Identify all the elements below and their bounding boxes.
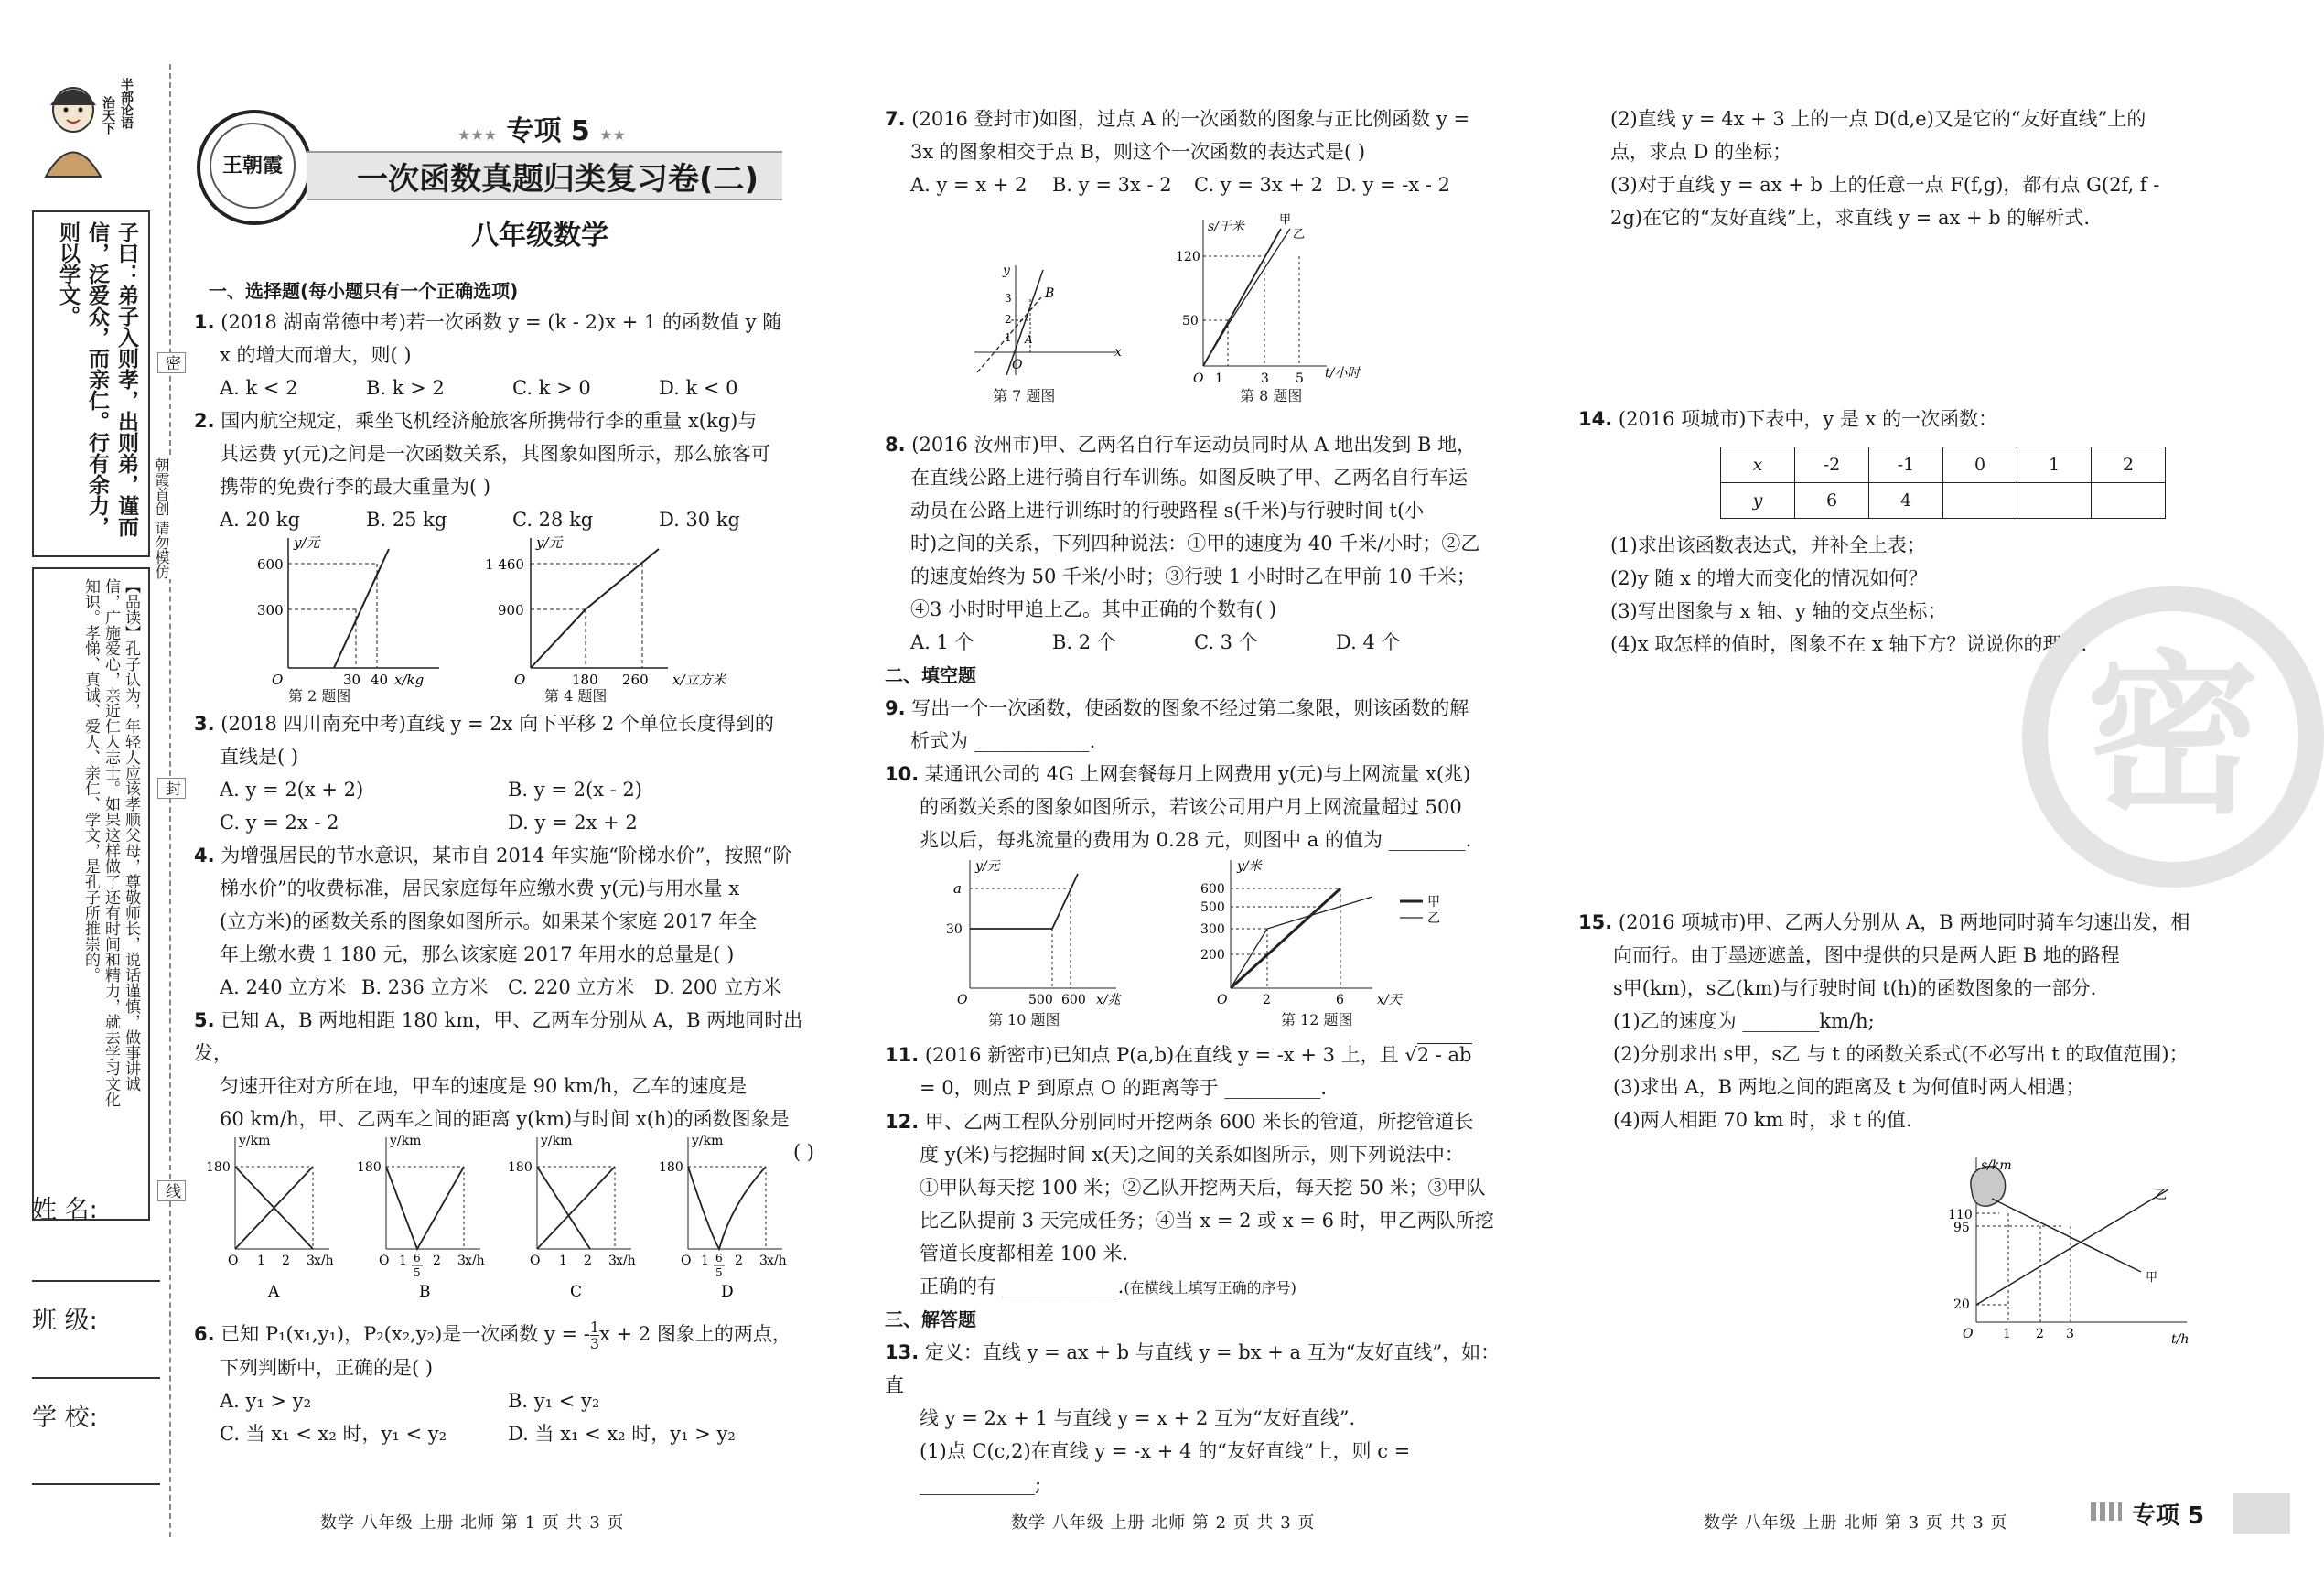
question-4 — [194, 839, 825, 1004]
tick-label: 20 — [1953, 1297, 1970, 1312]
question-text: 已知 A，B 两地相距 180 km，甲、乙两车分别从 A，B 两地同时出发， — [194, 1009, 803, 1064]
question-text: 的速度始终为 50 千米/小时；③行驶 1 小时时乙在甲前 10 千米； — [910, 565, 1476, 587]
question-text: 甲、乙两工程队分别同时开挖两条 600 米长的管道，所挖管道长 — [924, 1111, 1474, 1133]
question-text: 3x 的图象相交于点 B，则这个一次函数的表达式是( ) — [910, 141, 1366, 163]
tick-label: 180 — [508, 1160, 533, 1175]
option-a[interactable]: A. y = 2(x + 2) — [220, 779, 364, 801]
tick-label: 300 — [257, 602, 284, 619]
axis-label: x/h — [314, 1254, 334, 1268]
figure-4 — [485, 531, 741, 686]
axis-label: x/h — [465, 1254, 485, 1268]
tick-label: 200 — [1200, 948, 1225, 963]
series-label: 乙 — [1293, 228, 1306, 242]
option-d[interactable]: D. k < 0 — [659, 377, 738, 399]
tick-label: 110 — [1948, 1208, 1973, 1222]
question-text: 的函数关系的图象如图所示，若该公司用户月上网流量超过 500 — [920, 796, 1462, 818]
figure-12 — [1189, 856, 1464, 1006]
question-text: ( ) — [792, 1141, 814, 1163]
hint-text: (在横线上填写正确的序号) — [1124, 1279, 1296, 1297]
table-cell: -2 — [1795, 447, 1869, 483]
axis-label: y/元 — [975, 859, 1000, 874]
tick-label: 1 — [257, 1254, 265, 1268]
tick-label: 5 — [414, 1266, 421, 1279]
question-11 — [885, 1039, 1516, 1104]
option-a[interactable]: A. 1 个 — [910, 631, 974, 653]
axis-label: s/km — [1981, 1158, 2012, 1173]
class-field[interactable] — [32, 1336, 160, 1379]
question-text: x + 2 图象上的两点， — [599, 1323, 791, 1345]
watermark-text: 密 — [2085, 635, 2260, 837]
tick-label: 6 — [715, 1252, 723, 1265]
axis-label: y/米 — [1237, 859, 1262, 874]
option-b[interactable]: B. 236 立方米 — [361, 976, 489, 998]
axis-label: y/km — [692, 1134, 724, 1148]
table-row — [1721, 483, 2166, 519]
tick-label: 2 — [1263, 993, 1271, 1007]
question-6 — [194, 1318, 825, 1450]
table-cell: 2 — [2092, 447, 2166, 483]
tick-label: 3 — [1261, 371, 1269, 386]
tick-label: 500 — [1200, 900, 1225, 915]
tick-label: 2 — [282, 1254, 290, 1268]
name-label: 姓 名: — [32, 1196, 98, 1224]
point-label: A — [1025, 333, 1033, 346]
series-label: 乙 — [2155, 1189, 2168, 1202]
figure-10 — [933, 856, 1162, 1006]
question-10 — [885, 758, 1516, 856]
student-info — [32, 1189, 160, 1485]
axis-label: y/元 — [294, 534, 320, 551]
question-number: 6. — [194, 1323, 215, 1345]
option-b[interactable]: B. 2 个 — [1052, 631, 1116, 653]
logo-inner — [210, 123, 296, 209]
origin-label: O — [1193, 371, 1204, 386]
axis-label: x/兆 — [1096, 993, 1121, 1007]
series-label: 甲 — [1279, 213, 1292, 227]
question-text: 写出一个一次函数，使函数的图象不经过第二象限，则该函数的解 — [911, 697, 1469, 719]
question-number: 5. — [194, 1009, 215, 1031]
figure-4-caption: 第 4 题图 — [544, 687, 608, 705]
legend-label: 乙 — [1427, 911, 1440, 926]
question-text: (4)两人相距 70 km 时，求 t 的值. — [1613, 1109, 1912, 1131]
graph-d[interactable] — [659, 1134, 787, 1301]
tick-label: 1 — [701, 1254, 709, 1268]
graph-c[interactable] — [508, 1134, 636, 1301]
tick-label: 5 — [1296, 371, 1304, 386]
figure-8 — [1162, 210, 1382, 384]
question-text: (2016 项城市)下表中，y 是 x 的一次函数： — [1618, 408, 1998, 430]
option-b[interactable]: B. k > 2 — [366, 377, 445, 399]
option-label: B — [419, 1283, 431, 1301]
option-d[interactable]: D. 200 立方米 — [654, 976, 782, 998]
tick-label: 1 460 — [485, 556, 524, 573]
binding-line — [169, 64, 171, 1537]
tick-label: 1 — [1005, 331, 1012, 344]
motto-2 — [101, 96, 115, 135]
table-cell: 0 — [1943, 447, 2017, 483]
origin-label: O — [1012, 358, 1023, 372]
motto-text: 半 — [119, 78, 134, 91]
footer-page-1: 数学 八年级 上册 北师 第 1 页 共 3 页 — [320, 1513, 625, 1533]
question-number: 2. — [194, 410, 215, 432]
option-c[interactable]: C. k > 0 — [512, 377, 591, 399]
logo-text: 王朝霞 — [221, 154, 283, 178]
tick-label: 1 — [2003, 1327, 2011, 1341]
axis-label: s/千米 — [1208, 220, 1244, 234]
name-field[interactable] — [32, 1225, 160, 1282]
answer-blank[interactable]: (1)乙的速度为 ________km/h; — [1613, 1010, 1875, 1032]
table-cell: y — [1721, 483, 1795, 519]
option-c[interactable]: C. 当 x₁ < x₂ 时，y₁ < y₂ — [220, 1423, 447, 1445]
question-1 — [194, 306, 816, 404]
question-text: (4)x 取怎样的值时，图象不在 x 轴下方？说说你的理由. — [1610, 633, 2088, 655]
section-choice: 一、选择题(每小题只有一个正确选项) — [209, 280, 519, 302]
origin-label: O — [1963, 1327, 1974, 1341]
question-text: (3)求出 A，B 两地之间的距离及 t 为何值时两人相遇； — [1613, 1076, 2085, 1098]
question-text: 已知 P₁(x₁,y₁)，P₂(x₂,y₂)是一次函数 y = - — [221, 1323, 590, 1345]
tick-label: 6 — [1336, 993, 1344, 1007]
pindu-text: 【品读】孔子认为，年轻人应该孝顺父母，尊敬师长，说话谨慎，做事讲诚信，广施爱心，亲近仁人志士。如果这样做了还有时间和精力，就去学习文化知识。孝悌、真诚、爱人、亲仁、学文，是孔子所推崇的。 — [81, 578, 140, 1107]
option-c[interactable]: C. y = 3x + 2 — [1194, 174, 1323, 196]
question-9 — [885, 692, 1516, 758]
origin-label: O — [228, 1254, 239, 1268]
question-text: (2)直线 y = 4x + 3 上的一点 D(d,e)又是它的“友好直线”上的 — [1610, 108, 2146, 130]
axis-label: y — [1003, 264, 1010, 278]
tick-label: 2 — [1005, 313, 1012, 326]
question-text: (立方米)的函数关系的图象如图所示。如果某个家庭 2017 年全 — [220, 910, 758, 932]
tick-label: 50 — [1182, 314, 1199, 328]
origin-label: O — [514, 672, 526, 688]
series-label: 甲 — [2146, 1271, 2158, 1285]
star-icon: ★★★ — [457, 126, 498, 144]
tick-label: 30 — [946, 922, 963, 937]
axis-label: x/h — [767, 1254, 787, 1268]
question-3 — [194, 707, 825, 839]
option-d[interactable]: D. 当 x₁ < x₂ 时，y₁ > y₂ — [508, 1423, 736, 1445]
tick-label: 1 — [1215, 371, 1223, 386]
tick-label: 600 — [1200, 882, 1225, 897]
figure-5 — [206, 1130, 819, 1301]
question-number: 14. — [1578, 408, 1613, 430]
option-a[interactable]: A. y₁ > y₂ — [220, 1390, 312, 1412]
axis-label: t/h — [2171, 1332, 2190, 1347]
tick-label: 600 — [257, 556, 284, 573]
question-text: 下列判断中，正确的是( ) — [220, 1357, 434, 1379]
question-text: s甲(km)，s乙(km)与行驶时间 t(h)的函数图象的一部分. — [1613, 977, 2097, 999]
tick-label: 180 — [357, 1160, 382, 1175]
question-text: 度 y(米)与挖掘时间 x(天)之间的关系如图所示，则下列说法中： — [920, 1144, 1464, 1166]
question-15 — [1578, 906, 2255, 1136]
question-text: 定义：直线 y = ax + b 与直线 y = bx + a 互为“友好直线”，如：直 — [885, 1341, 1501, 1396]
option-label: A — [268, 1283, 280, 1301]
question-text: (2016 登封市)如图，过点 A 的一次函数的图象与正比例函数 y = — [911, 108, 1470, 130]
school-field[interactable] — [32, 1433, 160, 1485]
question-text: 比乙队提前 3 天完成任务；④当 x = 2 或 x = 6 时，甲乙两队所挖 — [920, 1210, 1494, 1232]
page-subtitle: 八年级数学 — [471, 220, 608, 252]
tick-label: 30 — [343, 672, 361, 688]
tick-label: 260 — [622, 672, 649, 688]
figure-7 — [970, 261, 1125, 380]
table-cell: 6 — [1795, 483, 1869, 519]
motto — [119, 78, 134, 129]
figure-15 — [1935, 1153, 2200, 1345]
answer-blank[interactable]: 兆以后，每兆流量的费用为 0.28 元，则图中 a 的值为 ________. — [920, 829, 1472, 851]
question-text: 线 y = 2x + 1 与直线 y = x + 2 互为“友好直线”. — [920, 1407, 1356, 1429]
option-b[interactable]: B. y₁ < y₂ — [508, 1390, 600, 1412]
confucius-quote: 子曰：弟子入则孝，出则弟，谨而信，泛爱众，而亲仁。行有余力，则以学文。 — [56, 221, 138, 537]
tick-label: 3 — [1005, 292, 1012, 305]
question-text: (1)点 C(c,2)在直线 y = -x + 4 的“友好直线”上，则 c = — [920, 1440, 1411, 1462]
table-cell-blank[interactable] — [2092, 483, 2166, 519]
origin-label: O — [530, 1254, 541, 1268]
option-a[interactable]: A. 240 立方米 — [220, 976, 347, 998]
question-number: 9. — [885, 697, 906, 719]
answer-blank[interactable]: 正确的有 ____________. — [920, 1275, 1124, 1297]
option-d[interactable]: D. y = -x - 2 — [1336, 174, 1450, 196]
sidebar — [27, 69, 151, 1167]
question-text: 梯水价”的收费标准，居民家庭每年应缴水费 y(元)与用水量 x — [220, 877, 740, 899]
table-cell-blank[interactable] — [2017, 483, 2092, 519]
option-label: D — [721, 1283, 734, 1301]
question-text: 时)之间的关系，下列四种说法：①甲的速度为 40 千米/小时；②乙 — [910, 533, 1480, 554]
option-c[interactable]: C. y = 2x - 2 — [220, 812, 339, 834]
corner-deco-icon — [2091, 1502, 2122, 1521]
table-cell: x — [1721, 447, 1795, 483]
tick-label: 1 — [559, 1254, 567, 1268]
tick-label: 3 — [457, 1254, 466, 1268]
tick-label: 95 — [1953, 1221, 1970, 1235]
fraction-denominator: 3 — [589, 1335, 600, 1352]
question-number: 3. — [194, 713, 215, 735]
tick-label: 5 — [715, 1266, 723, 1279]
question-text: (2016 汝州市)甲、乙两名自行车运动员同时从 A 地出发到 B 地， — [911, 434, 1477, 456]
question-number: 4. — [194, 845, 215, 866]
question-text: 动员在公路上进行训练时的行驶路程 s(千米)与行驶时间 t(小 — [910, 500, 1425, 522]
question-text: 匀速开往对方所在地，甲车的速度是 90 km/h，乙车的速度是 — [220, 1075, 748, 1097]
question-number: 1. — [194, 311, 215, 333]
question-text: (3)对于直线 y = ax + b 上的任意一点 F(f,g)，都有点 G(2f, f - — [1610, 174, 2160, 196]
table-cell-blank[interactable] — [1943, 483, 2017, 519]
question-number: 8. — [885, 434, 906, 456]
axis-label: x — [1114, 345, 1122, 360]
question-2 — [194, 404, 825, 536]
figure-2 — [242, 531, 453, 686]
question-text: 向而行。由于墨迹遮盖，图中提供的只是两人距 B 地的路程 — [1613, 944, 2120, 966]
watermark-stamp — [2022, 586, 2324, 888]
motto-text: 论 — [119, 103, 134, 116]
motto-text: 下 — [101, 122, 115, 135]
legend-label: 甲 — [1427, 895, 1440, 910]
question-text: 为增强居民的节水意识，某市自 2014 年实施“阶梯水价”，按照“阶 — [221, 845, 792, 866]
series-text: 专项 5 — [506, 115, 590, 147]
option-a[interactable]: A. y = x + 2 — [910, 174, 1028, 196]
axis-label: y/km — [390, 1134, 422, 1148]
origin-label: O — [272, 672, 284, 688]
question-text: 携带的免费行李的最大重量为( ) — [220, 476, 491, 498]
tick-label: 900 — [498, 602, 524, 619]
binding-mi: 密 — [157, 352, 186, 373]
tick-label: 600 — [1061, 993, 1086, 1007]
sqrt-symbol: √ — [1404, 1044, 1417, 1066]
question-text: 年上缴水费 1 180 元，那么该家庭 2017 年用水的总量是( ) — [220, 943, 735, 965]
tick-label: 3 — [608, 1254, 617, 1268]
corner-band — [2233, 1493, 2290, 1534]
question-text: 在直线公路上进行骑自行车训练。如图反映了甲、乙两名自行车运 — [910, 467, 1468, 489]
page-title: 一次函数真题归类复习卷(二) — [357, 161, 759, 198]
origin-label: O — [1217, 993, 1228, 1007]
point-label: B — [1045, 286, 1055, 301]
question-12 — [885, 1105, 1516, 1305]
graph-a[interactable] — [206, 1134, 334, 1301]
tick-label: a — [953, 880, 962, 897]
fraction-numerator: 1 — [589, 1319, 600, 1336]
quote-box — [32, 210, 150, 557]
axis-label: x/h — [616, 1254, 636, 1268]
option-a[interactable]: A. k < 2 — [220, 377, 298, 399]
option-c[interactable]: C. 28 kg — [512, 509, 594, 531]
tick-label: 120 — [1176, 250, 1200, 264]
question-text: 某通讯公司的 4G 上网套餐每月上网费用 y(元)与上网流量 x(兆) — [924, 763, 1471, 785]
question-text: ①甲队每天挖 100 米；②乙队开挖两天后，每天挖 50 米；③甲队 — [920, 1177, 1486, 1199]
section-answer: 三、解答题 — [885, 1308, 976, 1330]
motto-text: 语 — [119, 116, 134, 129]
question-number: 13. — [885, 1341, 920, 1363]
series-label — [457, 108, 626, 148]
figure-2-caption: 第 2 题图 — [288, 687, 351, 705]
brand-note: 朝霞首创 请勿模仿 — [153, 457, 170, 580]
star-icon: ★★ — [599, 126, 626, 144]
tick-label: 2 — [2036, 1327, 2044, 1341]
option-d[interactable]: D. 4 个 — [1336, 631, 1401, 653]
question-number: 11. — [885, 1044, 920, 1066]
section-fill: 二、填空题 — [885, 664, 976, 686]
question-text: 点，求点 D 的坐标； — [1610, 141, 1792, 163]
table-row — [1721, 447, 2166, 483]
footer-page-2: 数学 八年级 上册 北师 第 2 页 共 3 页 — [1011, 1513, 1316, 1533]
tick-label: 500 — [1028, 993, 1053, 1007]
tick-label: 3 — [2066, 1327, 2074, 1341]
question-number: 7. — [885, 108, 906, 130]
question-text: 2g)在它的“友好直线”上，求直线 y = ax + b 的解析式. — [1610, 207, 2091, 229]
axis-label: x/天 — [1377, 993, 1402, 1007]
question-text: (2018 湖南常德中考)若一次函数 y = (k - 2)x + 1 的函数值 y 随 — [221, 311, 782, 333]
axis-label: y/km — [239, 1134, 271, 1148]
option-b[interactable]: B. y = 3x - 2 — [1052, 174, 1172, 196]
question-text: (2016 项城市)甲、乙两人分别从 A，B 两地同时骑车匀速出发，相 — [1618, 911, 2190, 933]
question-text: 国内航空规定，乘坐飞机经济舱旅客所携带行李的重量 x(kg)与 — [221, 410, 758, 432]
question-text: 2 - ab — [1416, 1044, 1472, 1066]
question-text: 直线是( ) — [220, 746, 299, 768]
tick-label: 2 — [735, 1254, 743, 1268]
motto-text: 天 — [101, 109, 115, 122]
question-text: x 的增大而增大，则( ) — [220, 344, 412, 366]
origin-label: O — [957, 993, 968, 1007]
figure-10-caption: 第 10 题图 — [988, 1011, 1060, 1028]
question-text: 其运费 y(元)之间是一次函数关系，其图象如图所示，那么旅客可 — [220, 443, 770, 465]
axis-label: x/立方米 — [672, 672, 726, 688]
question-number: 15. — [1578, 911, 1613, 933]
option-label: C — [570, 1283, 583, 1301]
pindu-box — [32, 567, 150, 1221]
question-8 — [885, 428, 1516, 659]
option-c[interactable]: C. 3 个 — [1194, 631, 1258, 653]
axis-label: x/kg — [394, 672, 425, 688]
binding-feng: 封 — [157, 778, 186, 799]
tick-label: 3 — [307, 1254, 315, 1268]
question-text: 60 km/h，甲、乙两车之间的距离 y(km)与时间 x(h)的函数图象是 — [220, 1108, 790, 1130]
question-text: (1)求出该函数表达式，并补全上表； — [1610, 534, 1926, 556]
tick-label: 40 — [371, 672, 389, 688]
question-text: (2016 新密市)已知点 P(a,b)在直线 y = -x + 3 上，且 — [924, 1044, 1399, 1066]
tick-label: 1 — [399, 1254, 407, 1268]
tick-label: 180 — [206, 1160, 231, 1175]
tick-label: 2 — [584, 1254, 592, 1268]
option-d[interactable]: D. y = 2x + 2 — [508, 812, 638, 834]
tick-label: 6 — [414, 1252, 421, 1265]
origin-label: O — [681, 1254, 692, 1268]
tick-label: 300 — [1200, 922, 1225, 937]
answer-blank[interactable]: = 0，则点 P 到原点 O 的距离等于 __________. — [920, 1077, 1328, 1099]
table-cell: -1 — [1869, 447, 1943, 483]
graph-b[interactable] — [357, 1134, 485, 1301]
motto-text: 部 — [119, 91, 134, 103]
origin-label: O — [379, 1254, 390, 1268]
motto-text: 治 — [101, 96, 115, 109]
figure-8-caption: 第 8 题图 — [1240, 387, 1303, 404]
option-b[interactable]: B. 25 kg — [366, 509, 447, 531]
binding-xian: 线 — [157, 1180, 186, 1201]
question-text: ④3 小时时甲追上乙。其中正确的个数有( ) — [910, 598, 1277, 620]
table-cell: 4 — [1869, 483, 1943, 519]
tick-label: 3 — [759, 1254, 768, 1268]
figure-12-caption: 第 12 题图 — [1281, 1011, 1353, 1028]
question-13 — [885, 1336, 1516, 1501]
tick-label: 180 — [659, 1160, 683, 1175]
school-label: 学 校: — [32, 1404, 98, 1432]
corner-series: 专项 5 — [2132, 1502, 2205, 1530]
option-c[interactable]: C. 220 立方米 — [508, 976, 635, 998]
option-b[interactable]: B. y = 2(x - 2) — [508, 779, 642, 801]
option-a[interactable]: A. 20 kg — [220, 509, 301, 531]
question-text: (2)分别求出 s甲，s乙 与 t 的函数关系式(不必写出 t 的取值范围)； — [1613, 1043, 2189, 1065]
figure-7-caption: 第 7 题图 — [993, 387, 1056, 404]
question-7 — [885, 102, 1516, 201]
question-number: 12. — [885, 1111, 920, 1133]
class-label: 班 级: — [32, 1307, 98, 1335]
question-14 — [1578, 403, 2219, 436]
value-table — [1720, 447, 2166, 519]
question-13-cont — [1610, 102, 2251, 234]
question-text: (2018 四川南充中考)直线 y = 2x 向下平移 2 个单位长度得到的 — [221, 713, 774, 735]
logo-badge — [197, 110, 312, 225]
tick-label: 2 — [433, 1254, 441, 1268]
question-text: (2)y 随 x 的增大而变化的情况如何？ — [1610, 567, 1928, 589]
table-cell: 1 — [2017, 447, 2092, 483]
answer-blank[interactable]: ____________; — [920, 1473, 1042, 1495]
question-text: (3)写出图象与 x 轴、y 轴的交点坐标； — [1610, 600, 1947, 622]
question-number: 10. — [885, 763, 920, 785]
footer-page-3: 数学 八年级 上册 北师 第 3 页 共 3 页 — [1704, 1513, 2008, 1533]
tick-label: 180 — [572, 672, 598, 688]
axis-label: t/小时 — [1325, 366, 1361, 381]
axis-label: y/元 — [536, 534, 563, 551]
axis-label: y/km — [541, 1134, 573, 1148]
question-text: 管道长度都相差 100 米. — [920, 1243, 1129, 1265]
answer-blank[interactable]: 析式为 ____________. — [910, 730, 1096, 752]
option-d[interactable]: D. 30 kg — [659, 509, 741, 531]
